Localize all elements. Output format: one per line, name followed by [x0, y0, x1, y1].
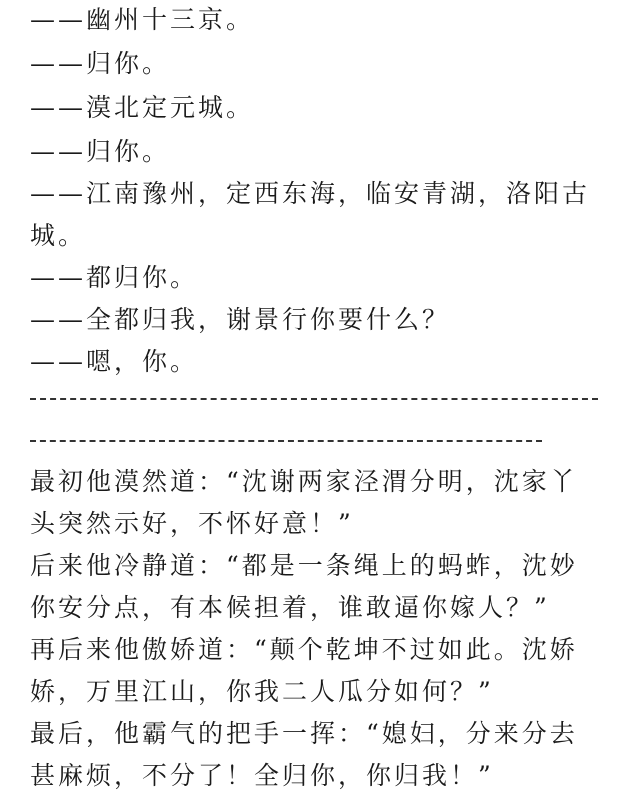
- dialogue-line: ——全都归我，谢景行你要什么？: [30, 305, 451, 334]
- dialogue-line: ——归你。: [30, 49, 171, 78]
- dialogue-line: ——归你。: [30, 137, 171, 166]
- dialogue-line: ——漠北定元城。: [30, 93, 255, 122]
- paragraph-line: 后来他冷静道：“都是一条绳上的蚂蚱，沈妙: [30, 551, 578, 580]
- dialogue-line: ——都归你。: [30, 263, 199, 292]
- paragraph-line: 最后，他霸气的把手一挥：“媳妇，分来分去: [30, 719, 578, 748]
- paragraph-line: 你安分点，有本候担着，谁敢逼你嫁人？”: [30, 593, 550, 622]
- dialogue-line: 城。: [30, 221, 87, 250]
- section-divider: [30, 440, 542, 442]
- paragraph-line: 头突然示好，不怀好意！”: [30, 509, 354, 538]
- dialogue-line: ——幽州十三京。: [30, 5, 255, 34]
- dialogue-line: ——江南豫州，定西东海，临安青湖，洛阳古: [30, 179, 591, 208]
- paragraph-line: 再后来他傲娇道：“颠个乾坤不过如此。沈娇: [30, 635, 578, 664]
- paragraph-line: 娇，万里江山，你我二人瓜分如何？”: [30, 677, 494, 706]
- paragraph-line: 最初他漠然道：“沈谢两家泾渭分明，沈家丫: [30, 467, 578, 496]
- paragraph-line: 甚麻烦，不分了！全归你，你归我！”: [30, 761, 494, 790]
- dialogue-line: ——嗯，你。: [30, 347, 199, 376]
- section-divider: [30, 398, 598, 400]
